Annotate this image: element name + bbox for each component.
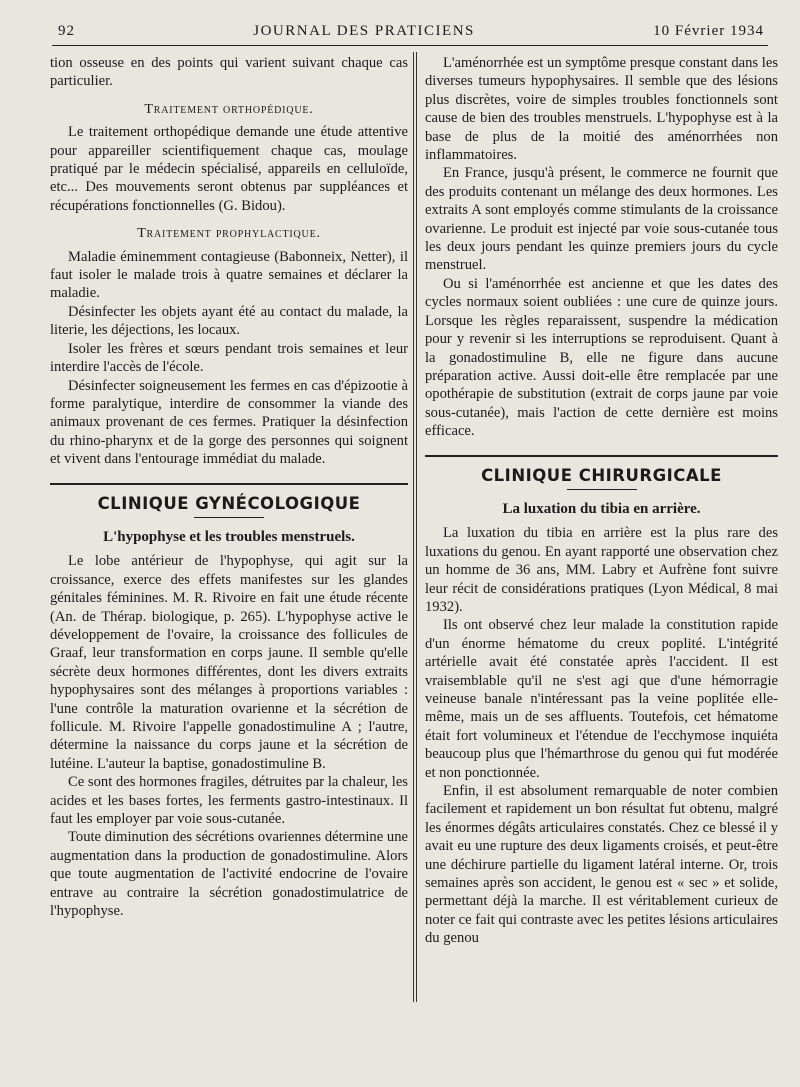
right-column [425, 54, 778, 948]
paragraph: Le lobe antérieur de l'hypophyse, qui agit sur la croissance, exerce des effets manifestes sur les glandes génitales féminines. M. R. Rivoire en fait une étude récente (An. de Thérap. biologique, p. 265). L'hypophyse active le développement de l'ovaire, la croissance des follicules de Graaf, leur transformation en corps jaune. Il semble qu'elle sécrète deux hormones différentes, dont les divers extraits hypophysaires sont des mélanges à proportions variables : l'une contrôle la maturation ovarienne et la sécrétion de follicule. M. Rivoire l'appelle gonadostimuline A ; l'autre, détermine la naissance du corps jaune et la sécrétion de lutéine. L'auteur la baptise, gonadostimuline B. [50, 553, 408, 772]
paragraph: Ils ont observé chez leur malade la constitution rapide d'un énorme hématome du creux poplité. L'intégrité artérielle avait été constatée après l'accident. Il est vraisemblable qu'il ne s'est agi que d'une hémorragie veineuse banale n'intéressant pas la veine poplitée elle-même, mais un de ses affluents. Toutefois, cet hématome était fort volumineux et l'étendue de l'ecchymose inquiéta beaucoup plus que l'hémarthrose du genou qui fut modérée et non ponctionnée. [425, 617, 778, 781]
paragraph: L'aménorrhée est un symptôme presque constant dans les diverses tumeurs hypophysaires. Il semble que des lésions plus discrètes, voire de simples troubles fonctionnels sont cause de bien des troubles menstruels. L'hypophyse est à la base de plus de la moitié des aménorrhées non inflammatoires. [425, 55, 778, 164]
paragraph: En France, jusqu'à présent, le commerce ne fournit que des produits contenant un mélange des deux hormones. Les extraits A sont employés comme stimulants de la croissance ovarienne. Le produit est injecté par voie sous-cutanée tous les deux jours pendant les quinze premiers jours du cycle menstruel. [425, 165, 778, 274]
page-number: 92 [58, 22, 75, 39]
journal-title: JOURNAL DES PRATICIENS [253, 22, 475, 39]
title-underline [194, 517, 264, 518]
article-title-tibia: La luxation du tibia en arrière. [502, 500, 701, 517]
subheading-orthopedic: Traitement orthopédique. [144, 101, 314, 117]
section-title-surgery: CLINIQUE CHIRURGICALE [481, 465, 722, 485]
column-divider-inner [413, 52, 414, 1002]
section-rule [50, 483, 408, 485]
paragraph: Isoler les frères et sœurs pendant trois semaines et leur interdire l'accès de l'école. [50, 340, 408, 376]
column-divider [416, 52, 417, 1002]
issue-date: 10 Février 1934 [653, 22, 764, 39]
paragraph: Maladie éminemment contagieuse (Babonneix, Netter), il faut isoler le malade trois à quatre semaines et déclarer la maladie. [50, 248, 408, 302]
paragraph: Désinfecter soigneusement les fermes en cas d'épizootie à forme paralytique, interdire de consommer la viande des animaux provenant de ces fermes. Pratiquer la désinfection du rhino-pharynx et de la gorge des personnes qui soignent et vivent dans l'entourage immédiat du malade. [50, 377, 408, 468]
subheading-prophylactic: Traitement prophylactique. [137, 226, 321, 242]
section-title-gynecology: CLINIQUE GYNÉCOLOGIQUE [97, 493, 361, 513]
paragraph: tion osseuse en des points qui varient suivant chaque cas particulier. [50, 55, 408, 90]
paragraph: Toute diminution des sécrétions ovariennes détermine une augmentation dans la production de gonadostimuline. Alors que toute augmentation de l'activité endocrine de l'ovaire entrave au contraire la sécrétion gonadostimulatrice de l'hypophyse. [50, 829, 408, 920]
paragraph: La luxation du tibia en arrière est la plus rare des luxations du genou. En ayant rapporté une observation chez un homme de 36 ans, MM. Labry et Aufrène font suivre leur récit de considérations pratiques (Lyon Médical, 8 mai 1932). [425, 525, 778, 615]
paragraph: Le traitement orthopédique demande une étude attentive pour appareiller scientifiquement chaque cas, moulage pratiqué par le médecin spécialisé, appareils en celluloïde, etc... Des mouvements seront obtenus par suppléances et récupérations fonctionnelles (G. Bidou). [50, 124, 408, 214]
title-underline [567, 489, 637, 490]
page-header [58, 20, 764, 42]
section-rule [425, 455, 778, 457]
left-column [50, 54, 408, 920]
paragraph: Désinfecter les objets ayant été au contact du malade, la literie, les déjections, les locaux. [50, 303, 408, 339]
paragraph: Ce sont des hormones fragiles, détruites par la chaleur, les acides et les bases fortes, les ferments gastro-intestinaux. Il faut les employer par voie sous-cutanée. [50, 774, 408, 828]
article-title-hypophysis: L'hypophyse et les troubles menstruels. [103, 528, 355, 545]
paragraph: Ou si l'aménorrhée est ancienne et que les dates des cycles normaux soient oubliées : une cure de quinze jours. Lorsque les règles reparaissent, suspendre la médication pour y revenir si les interruptions se reproduisent. Quant à la gonadostimuline B, elle ne figure dans aucune préparation active. Aussi doit-elle être remplacée par une opothérapie de substitution (extrait de corps jaune par voie sous-cutanée), mais l'action de cette dernière est moins efficace. [425, 275, 778, 440]
paragraph: Enfin, il est absolument remarquable de noter combien facilement et rapidement un bon résultat fut obtenu, malgré les énormes dégâts articulaires constatés. Chez ce blessé il y avait eu une rupture des deux ligaments croisés, et peut-être une déchirure partielle du ligament latéral interne. Or, trois semaines après son accident, le genou est « sec » et solide, permettant déjà la marche. Il est véritablement curieux de noter ce fait qui contraste avec les petites lésions articulaires du genou [425, 783, 778, 947]
header-rule [52, 45, 768, 46]
